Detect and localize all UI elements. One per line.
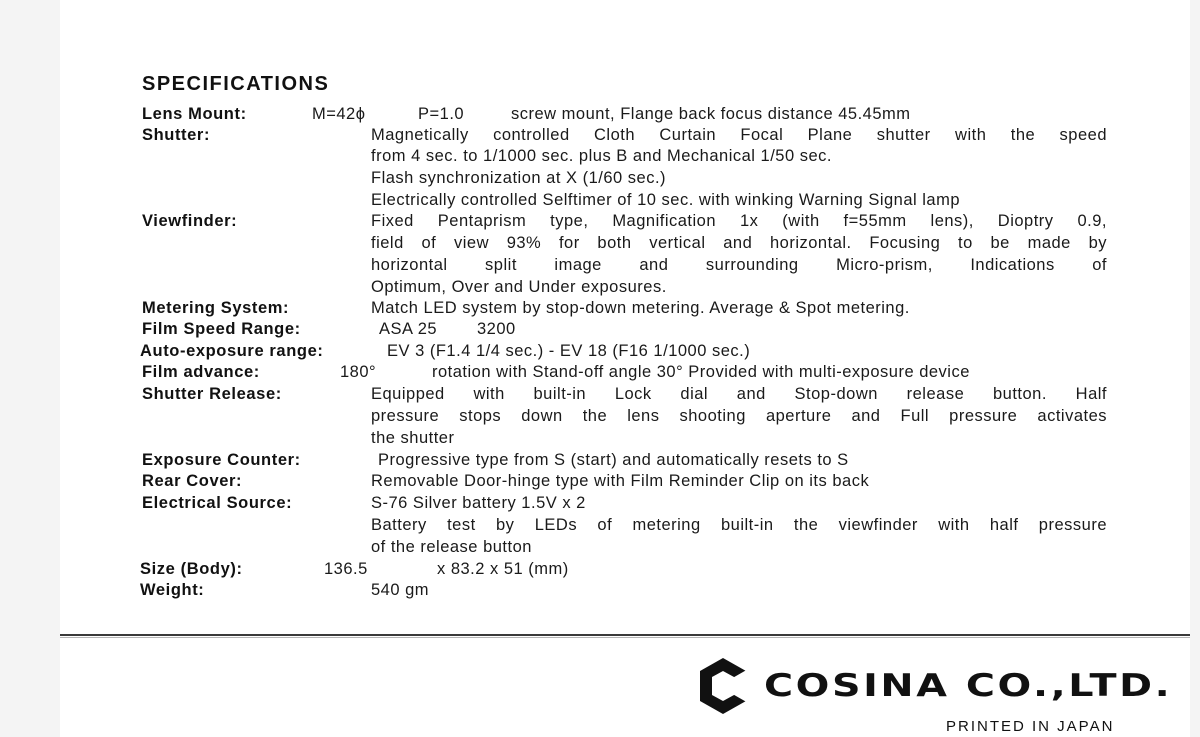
viewfinder-line-3: horizontal split image and surrounding Micro-prism, Indications of (371, 256, 1107, 274)
rear-cover-value: Removable Door-hinge type with Film Reminder Clip on its back (371, 472, 870, 490)
lens-mount-p: P=1.0 (418, 105, 465, 123)
electrical-source-line-2: Battery test by LEDs of metering built-in the viewfinder with half pressure (371, 516, 1107, 534)
shutter-release-label: Shutter Release: (142, 385, 282, 403)
lens-mount-desc: screw mount, Flange back focus distance 45.45mm (511, 105, 911, 123)
right-margin (1190, 0, 1200, 737)
shutter-line-2: from 4 sec. to 1/1000 sec. plus B and Mechanical 1/50 sec. (371, 147, 832, 165)
weight-label: Weight: (140, 581, 205, 599)
size-width: 136.5 (324, 560, 368, 578)
weight-value: 540 gm (371, 581, 430, 599)
auto-exposure-label: Auto-exposure range: (140, 342, 324, 360)
shutter-release-line-2: pressure stops down the lens shooting aperture and Full pressure activates (371, 407, 1107, 425)
viewfinder-line-1: Fixed Pentaprism type, Magnification 1x (with f=55mm lens), Dioptry 0.9, (371, 212, 1107, 230)
footer-divider-shadow (60, 637, 1190, 638)
rear-cover-label: Rear Cover: (142, 472, 243, 490)
metering-label: Metering System: (142, 299, 290, 317)
size-label: Size (Body): (140, 560, 243, 578)
film-advance-label: Film advance: (142, 363, 260, 381)
viewfinder-line-2: field of view 93% for both vertical and horizontal. Focusing to be made by (371, 234, 1107, 252)
electrical-source-line-3: of the release button (371, 538, 532, 556)
shutter-release-line-3: the shutter (371, 429, 455, 447)
auto-exposure-value: EV 3 (F1.4 1/4 sec.) - EV 18 (F16 1/1000 sec.) (387, 342, 751, 360)
film-speed-label: Film Speed Range: (142, 320, 301, 338)
exposure-counter-label: Exposure Counter: (142, 451, 301, 469)
viewfinder-line-4: Optimum, Over and Under exposures. (371, 278, 667, 296)
shutter-label: Shutter: (142, 126, 211, 144)
shutter-line-1: Magnetically controlled Cloth Curtain Focal Plane shutter with the speed (371, 126, 1107, 144)
shutter-line-4: Electrically controlled Selftimer of 10 sec. with winking Warning Signal lamp (371, 191, 961, 209)
electrical-source-label: Electrical Source: (142, 494, 293, 512)
lens-mount-m: M=42ϕ (312, 105, 366, 123)
exposure-counter-value: Progressive type from S (start) and automatically resets to S (378, 451, 849, 469)
left-margin (0, 0, 60, 737)
film-advance-angle: 180° (340, 363, 377, 381)
page-title: SPECIFICATIONS (142, 73, 330, 95)
company-name: COSINA CO.,LTD. (764, 668, 1173, 704)
electrical-source-line-1: S-76 Silver battery 1.5V x 2 (371, 494, 586, 512)
printed-in-note: PRINTED IN JAPAN (946, 718, 1115, 735)
film-speed-max: 3200 (477, 320, 516, 338)
shutter-release-line-1: Equipped with built-in Lock dial and Stop-down release button. Half (371, 385, 1107, 403)
size-rest: x 83.2 x 51 (mm) (437, 560, 569, 578)
film-advance-desc: rotation with Stand-off angle 30° Provided with multi-exposure device (432, 363, 970, 381)
footer-divider (60, 634, 1190, 636)
metering-value: Match LED system by stop-down metering. Average & Spot metering. (371, 299, 910, 317)
shutter-line-3: Flash synchronization at X (1/60 sec.) (371, 169, 667, 187)
lens-mount-label: Lens Mount: (142, 105, 247, 123)
viewfinder-label: Viewfinder: (142, 212, 238, 230)
cosina-logo-icon (696, 656, 750, 716)
document-page (60, 0, 1190, 737)
film-speed-min: ASA 25 (379, 320, 438, 338)
